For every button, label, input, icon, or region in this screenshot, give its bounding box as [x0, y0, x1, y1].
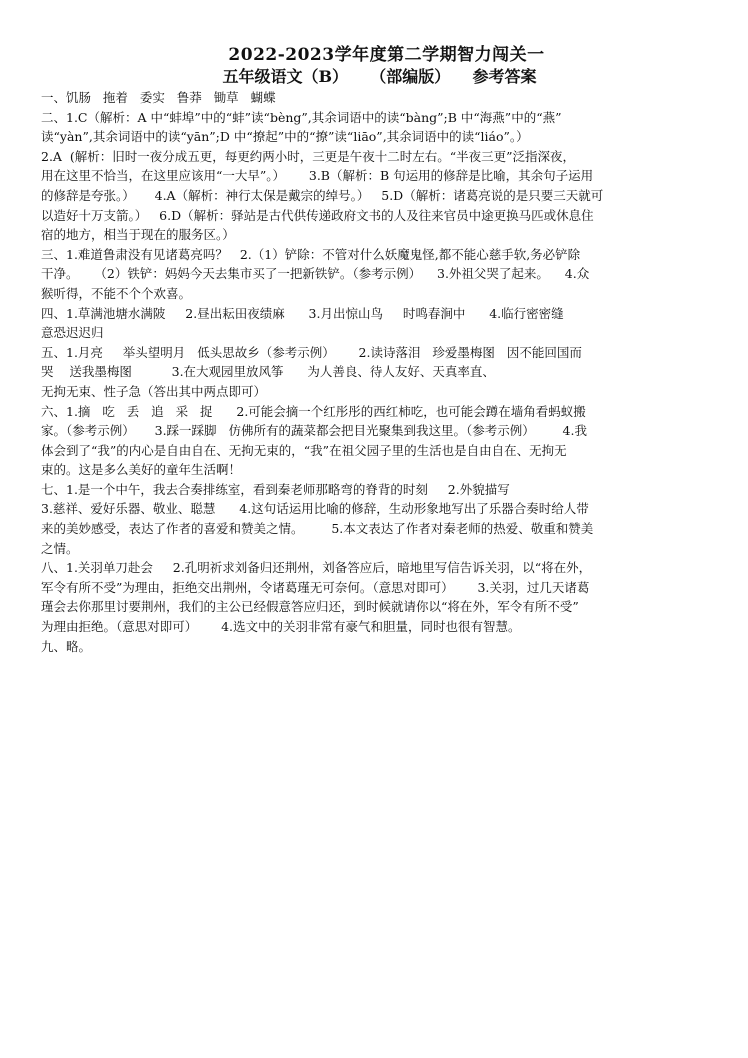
answer-line: 以造好十万支箭。） 6.D（解析：驿站是古代供传递政府文书的人及往来官员中途更换马匹或休息住 [41, 207, 594, 223]
answer-line: 用在这里不恰当，在这里应该用“一大早”。） 3.B（解析：B 句运用的修辞是比喻，其余句子运用 [41, 168, 594, 184]
answer-line: 猴听得，不能不个个欢喜。 [41, 285, 192, 301]
answer-line: 七、1.是一个中午，我去合奏排练室，看到秦老师那略弯的脊背的时刻 2.外貌描写 [41, 481, 510, 497]
answer-line: 之情。 [41, 540, 79, 556]
answer-line: 八、1.关羽单刀赴会 2.孔明祈求刘备归还荆州，刘备答应后，暗地里写信告诉关羽，以“将在外， [41, 560, 592, 576]
answer-line: 干净。 （2）铁铲：妈妈今天去集市买了一把新铁铲。（参考示例） 3.外祖父哭了起来。 4.众 [41, 266, 590, 282]
answer-line: 家。（参考示例） 3.踩一踩脚 仿佛所有的蔬菜都会把目光聚集到我这里。（参考示例） 4.我 [41, 423, 587, 439]
answer-line: 军令有所不受”为理由，拒绝交出荆州，令诸葛瑾无可奈何。（意思对即可） 3.关羽，过几天诸葛 [41, 579, 590, 595]
answer-line: 五、1.月亮 举头望明月 低头思故乡（参考示例） 2.读诗落泪 珍爱墨梅图 因不能回国而 [41, 344, 582, 360]
answer-line: 读“yàn”,其余词语中的读“yān”;D 中“撩起”中的“撩”读“liāo”,其余词语中的读“liáo”。） [41, 129, 529, 145]
answer-line: 九、略。 [41, 638, 92, 654]
document-title: 2022-2023学年度第二学期智力闯关一 [228, 45, 545, 65]
answer-line: 四、1.草满池塘水满陂 2.昼出耘田夜绩麻 3.月出惊山鸟 时鸣春涧中 4.临行密密缝 [41, 305, 564, 321]
answer-line: 2.A (解析：旧时一夜分成五更，每更约两小时，三更是午夜十二时左右。“半夜三更”泛指深夜， [41, 148, 576, 164]
answer-line: 二、1.C（解析：A 中“蚌埠”中的“蚌”读“bèng”,其余词语中的读“bàng”;B 中“海燕”中的“燕” [41, 109, 562, 125]
answer-line: 束的。这是多么美好的童年生活啊！ [41, 462, 242, 478]
answer-line: 3.慈祥、爱好乐器、敬业、聪慧 4.这句话运用比喻的修辞，生动形象地写出了乐器合奏时给人带 [41, 501, 589, 517]
answer-line: 哭 送我墨梅图 3.在大观园里放风筝 为人善良、待人友好、天真率直、 [41, 364, 495, 380]
answer-line: 来的美妙感受，表达了作者的喜爱和赞美之情。 5.本文表达了作者对秦老师的热爱、敬重和赞美 [41, 521, 594, 537]
answer-line: 的修辞是夸张。） 4.A（解析：神行太保是戴宗的绰号。） 5.D（解析：诸葛亮说的是只要三天就可 [41, 187, 604, 203]
answer-line: 无拘无束、性子急（答出其中两点即可） [41, 383, 267, 399]
answer-body [41, 88, 708, 656]
answer-line: 六、1.摘 吃 丢 追 采 捉 2.可能会摘一个红彤彤的西红柿吃，也可能会蹲在墙角看蚂蚁搬 [41, 403, 586, 419]
answer-line: 宿的地方，相当于现在的服务区。） [41, 227, 235, 243]
answer-line: 一、饥肠 拖着 委实 鲁莽 锄草 蝴蝶 [41, 90, 276, 105]
answer-line: 意恐迟迟归 [41, 325, 104, 341]
answer-line: 瑾会去你那里讨要荆州，我们的主公已经假意答应归还，到时候就请你以“将在外，军令有所不受” [41, 599, 579, 615]
document-subtitle: 五年级语文（B） （部编版） 参考答案 [222, 67, 537, 86]
answer-line: 为理由拒绝。（意思对即可） 4.选文中的关羽非常有豪气和胆量，同时也很有智慧。 [41, 619, 521, 635]
answer-line: 三、1.难道鲁肃没有见诸葛亮吗？ 2.（1）铲除：不管对什么妖魔鬼怪,都不能心慈手软,务必铲除 [41, 246, 581, 262]
answer-line: 体会到了“我”的内心是自由自在、无拘无束的，“我”在祖父园子里的生活也是自由自在、无拘无 [41, 442, 567, 458]
